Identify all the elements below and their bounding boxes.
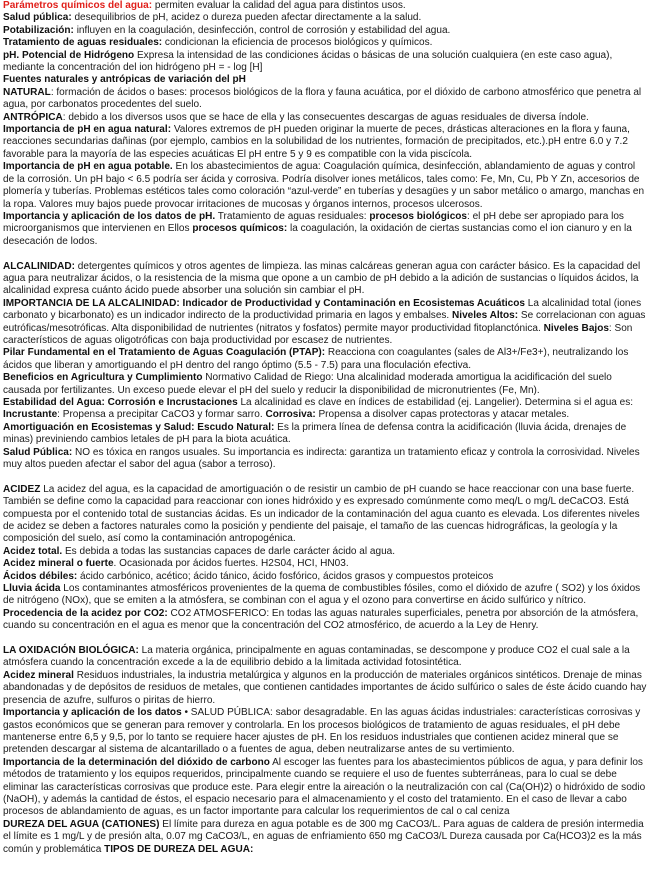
body-text: Tratamiento de aguas residuales: [215,210,370,222]
body-text: desequilibrios de pH, acidez o dureza pueden afectar directamente a la salud. [71,12,422,24]
bold-term: procesos químicos: [192,223,288,235]
body-text: Reacciona con coagulantes (sales de Al3+/Fe3+), neutralizando los ácidos que liberan y amortiguando el pH dentro del rango óptimo (5.5 - 7.5) para una floculación efectiva. [3,347,629,371]
paragraph [3,50,648,75]
body-text: condicionan la eficiencia de procesos biológicos y químicos. [162,37,433,49]
paragraph [3,707,648,757]
body-text: . Ocasionada por ácidos fuertes. H2S04, HCI, HN03. [113,558,349,570]
paragraph [3,757,648,819]
body-text: Residuos industriales, la industria metalúrgica y algunos en la producción de materiales orgánicos sintéticos. Drenaje de minas abandonadas y de depósitos de residuos de metales, que contienen cantidades importantes de ácido sulfúrico o sales de éste ácido cuando hay presencia de azufre, sulfuros o piritas de hierro. [3,669,647,706]
bold-term: Ácidos débiles: [3,570,78,582]
paragraph [3,298,648,348]
bold-term: Incrustante [3,409,58,421]
bold-term: Estabilidad del Agua: Corrosión e Incrustaciones [3,396,238,408]
bold-term: Procedencia de la acidez por CO2: [3,607,168,619]
paragraph-gap [3,471,648,483]
paragraph [3,645,648,670]
paragraph [3,261,648,298]
bold-term: DUREZA DEL AGUA (CATIONES) [3,818,160,830]
body-text: detergentes químicos y otros agentes de limpieza. las minas calcáreas generan agua con carácter básico. Es la capacidad del agua para neutralizar ácidos, o la resistencia de la misma que opone a un cambio de pH debido a la adición de sustancias o líquidos ácidos, la alcalinidad expresa cuánto ácido puede absorber una solución sin cambiar el pH. [3,260,641,297]
bold-term: Beneficios en Agricultura y Cumplimiento [3,372,203,384]
body-text: : Propensa a precipitar CaCO3 y formar sarro. [57,409,266,421]
bold-term: ANTRÓPICA [3,111,63,123]
paragraph [3,422,648,447]
body-text: En los abastecimientos de agua: Coagulación química, desinfección, ablandamiento de aguas y control de la corrosión. Un pH bajo < 6.5 podría ser ácida y corrosiva. Podría disolver iones metálicos, tales como: Fe, Mn, Cu, Pb Y Zn, accesorios de plomería y tuberías. Problemas estéticos tales como coloración “azul-verde” en tuberías y desagües y un sabor metálico o amargo, manchas en la ropa. Valores muy bajos puede provocar irritaciones de mucosas y órganos internos, procesos ulcerosos. [3,161,645,210]
paragraph [3,819,648,856]
bold-term: Acidez mineral o fuerte [3,558,114,570]
paragraph [3,0,648,12]
body-text: : el pH debe ser apropiado para los microorganismos que intervienen en Ellos [3,210,624,235]
bold-term: Lluvia ácida [3,583,61,595]
paragraph [3,74,648,86]
body-text: Es la primera línea de defensa contra la acidificación (lluvia ácida, drenajes de minas) previniendo cambios letales de pH para la biota acuática. [3,421,627,446]
paragraph [3,670,648,707]
section-heading-red: Parámetros químicos del agua: [3,0,153,11]
bold-term: Corrosiva: [265,409,316,421]
paragraph [3,583,648,608]
paragraph [3,397,648,422]
body-text: El límite para dureza en agua potable es de 300 mg CaCO3/L. Para aguas de caldera de presión intermedia el límite es 1 mg/L y de presión alta, 0.07 mg CaCO3/L, en aguas de enfriamiento 650 mg CaCO3/L Dureza causada por Ca(HCO3)2 es la más común y problemática [3,818,644,855]
body-text: : Son característicos de aguas oligotróficas con baja productividad por escasez de nutrientes. [3,322,633,346]
body-text: Los contaminantes atmosféricos provenientes de la quema de combustibles fósiles, como el dióxido de azufre ( SO2) y los óxidos de nitrógeno (NOx), que se emiten a la atmósfera, se combinan con el agua y el ozono para convertirse en ácido sulfúrico y nítrico. [3,583,641,607]
bold-term: Niveles Altos: [452,310,519,322]
paragraph [3,558,648,570]
bold-term: LA OXIDACIÓN BIOLÓGICA: [3,645,139,657]
paragraph [3,37,648,49]
bold-term: Niveles Bajos [543,322,609,334]
bold-term: Amortiguación en Ecosistemas y Salud: Escudo Natural: [3,421,275,433]
paragraph-gap [3,633,648,645]
paragraph [3,124,648,161]
paragraph [3,347,648,372]
bold-term: TIPOS DE DUREZA DEL AGUA: [104,843,254,855]
paragraph [3,25,648,37]
body-text: Al escoger las fuentes para los abastecimientos públicos de agua, y para definir los métodos de tratamiento y los equipos requeridos, principalmente cuando se requiere el uso de fuentes subterráneas, para lo cual se debe eliminar las características corrosivas que produce este. Para elegir entre la aireación o la neutralización con cal (Ca(OH)2) o hidróxido de sodio (NaOH), y además la cantidad de éstos, el espacio necesario para el almacenamiento y el costo del tratamiento. En el caso de llevar a cabo procesos de ablandamiento de aguas, es un factor importante para calcular los requerimientos de cal o cal ceniza [3,756,646,818]
bold-term: Importancia de pH en agua natural: [3,124,172,136]
body-text: : formación de ácidos o bases: procesos biológicos de la flora y fauna acuática, por el dióxido de carbono atmosférico que penetra al agua, por carbonatos procedentes del suelo. [3,86,642,111]
bold-term: ALCALINIDAD: [3,260,75,272]
body-text: influyen en la coagulación, desinfección, control de corrosión y estabilidad del agua. [73,24,451,36]
body-text: Normativo Calidad de Riego: Una alcalinidad moderada amortigua la acidificación del suelo causada por fertilizantes. Un exceso puede elevar el pH del suelo y reducir la disponibilidad de micronutrientes (Fe, Mn). [3,372,612,396]
bold-term: Pilar Fundamental en el Tratamiento de Aguas Coagulación (PTAP): [3,347,326,359]
paragraph [3,484,648,546]
body-text: permiten evaluar la calidad del agua para distintos usos. [152,0,406,11]
bold-term: Importancia de pH en agua potable. [3,161,173,173]
body-text: : debido a los diversos usos que se hace de ella y las consecuentes descargas de aguas residuales de diversa índole. [62,111,589,123]
body-text: La acidez del agua, es la capacidad de amortiguación o de resistir un cambio de pH cuando se hace reaccionar con una base fuerte. También se define como la capacidad para reaccionar con iones hidróxido y es expresado comúnmente como meq/L o mg/L deCaCO3. Está compuesta por el contenido total de sustancias ácidas. Es un indicador de la contaminación del agua cuanto es elevada. Los diferentes niveles de acidez se deben a factores naturales como la posición y pendiente del paisaje, el tamaño de las cuencas hidrográficas, la geología y la composición del suelo, así como la contaminación antropogénica. [3,483,640,545]
bold-term: Importancia y aplicación de los datos de pH. [3,210,216,222]
body-text: la coagulación, la oxidación de ciertas sustancias como el ion cianuro y en la desecación de lodos. [3,223,632,247]
paragraph [3,12,648,24]
bold-term: Fuentes naturales y antrópicas de variación del pH [3,74,246,86]
paragraph [3,161,648,211]
body-text: Propensa a disolver capas protectoras y atacar metales. [315,409,570,421]
body-text: Valores extremos de pH pueden originar la muerte de peces, drásticas alteraciones en la flora y fauna, reacciones secundarias dañinas (por ejemplo, cambios en la solubilidad de los nutrientes, formación de precipitados, etc.).pH entre 6.0 y 7.2 favorable para la mayoría de las especies acuáticas El pH entre 5 y 9 es compatible con la vida piscícola. [3,124,630,160]
bold-term: pH. Potencial de Hidrógeno [3,49,135,61]
body-text: NO es tóxica en rangos usuales. Su importancia es indirecta: garantiza un tratamiento eficaz y controla la corrosividad. Niveles muy altos pueden afectar el sabor del agua (sabor a terroso). [3,446,640,471]
bold-term: NATURAL [3,86,51,98]
body-text: Es debida a todas las sustancias capaces de darle carácter ácido al agua. [62,545,396,557]
bold-term: Importancia y aplicación de los datos [3,707,182,719]
body-text: CO2 ATMOSFERICO: En todas las aguas naturales superficiales, penetra por absorción de la atmósfera, cuando su concentración en el agua es menor que la concentración del CO2 atmosférico, de acuerdo a la Ley de Henry. [3,607,639,632]
paragraph [3,112,648,124]
body-text: Se correlacionan con aguas eutróficas/mesotróficas. Alta disponibilidad de nutrientes (nitratos y fosfatos) permite mayor productividad fitoplanctónica. [3,310,646,334]
bold-term: IMPORTANCIA DE LA ALCALINIDAD: Indicador de Productividad y Contaminación en Ecosistemas Acuáticos [3,297,525,309]
paragraph [3,87,648,112]
body-text: La alcalinidad es clave en índices de estabilidad (ej. Langelier). Determina si el agua es: [237,396,634,408]
paragraph [3,372,648,397]
paragraph [3,571,648,583]
bold-term: Acidez mineral [3,669,74,681]
bold-term: ACIDEZ [3,483,41,495]
body-text: • SALUD PÚBLICA: sabor desagradable. En las aguas ácidas industriales: características corrosivas y gastos económicos que se generan para remover y controlarla. En los procesos biológicos de tratamiento de aguas residuales, el pH debe mantenerse entre 6,5 y 9,5, por lo tanto se requiere hacer ajustes de pH. En los residuos industriales que contienen acidez mineral que se pretenden descargar al sistema de alcantarillado o a fuentes de agua, deben neutralizarse antes de su vertimiento. [3,707,641,756]
body-text: ácido carbónico, acético; ácido tánico, ácido fosfórico, ácidos grasos y compuestos proteicos [77,570,494,582]
paragraph [3,211,648,248]
bold-term: procesos biológicos [369,210,468,222]
bold-term: Importancia de la determinación del dióxido de carbono [3,756,270,768]
bold-term: Potabilización: [3,24,74,36]
bold-term: Acidez total. [3,545,63,557]
paragraph [3,608,648,633]
bold-term: Salud Pública: [3,446,73,458]
bold-term: Salud pública: [3,12,72,24]
bold-term: Tratamiento de aguas residuales: [3,37,163,49]
body-text: Expresa la intensidad de las condiciones ácidas o básicas de una solución cualquiera (en este caso agua), mediante la concentración del ion hidrógeno pH = - log [H] [3,49,613,74]
body-text: La alcalinidad total (iones carbonato y bicarbonato) es un indicador indirecto de la productividad primaria en lagos y embalses. [3,297,642,322]
body-text: La materia orgánica, principalmente en aguas contaminadas, se descompone y produce CO2 el cual sale a la atmósfera cuando la concentración excede a la de equilibrio debido a la limitada actividad fotosintética. [3,645,630,669]
paragraph [3,447,648,472]
paragraph [3,546,648,558]
paragraph-gap [3,248,648,260]
